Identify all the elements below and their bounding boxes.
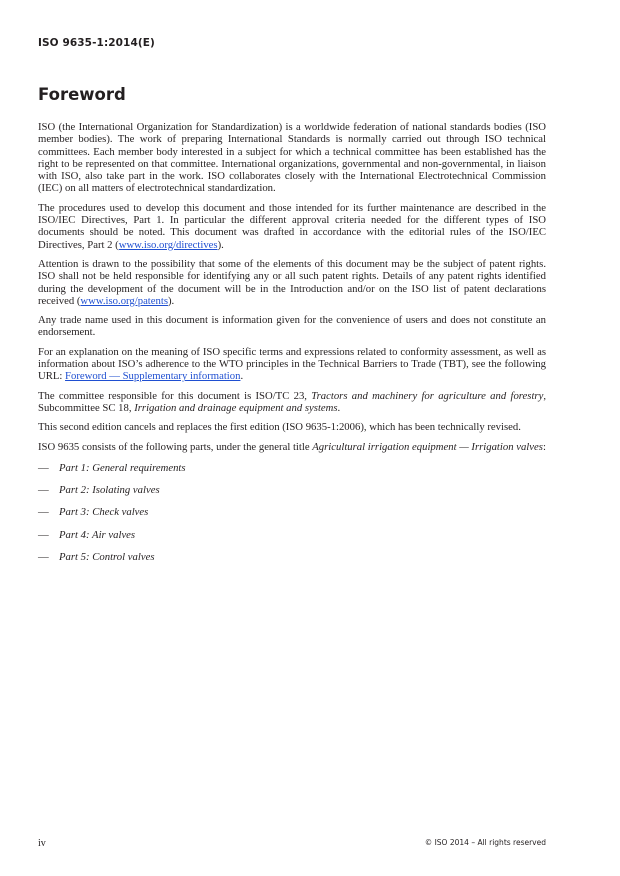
list-item <box>38 484 546 496</box>
list-item-label: Part 4: Air valves <box>59 528 136 541</box>
paragraph-patents <box>38 258 546 307</box>
list-item <box>38 529 546 541</box>
list-item-label: Part 2: Isolating valves <box>59 484 160 497</box>
paragraph-text: The procedures used to develop this document and those intended for its further maintenance are described in the ISO/IEC Directives, Part 1. In particular the different approval criteria needed for the different types of ISO documents should be noted. This document was drafted in accordance with the editorial rules of the ISO/IEC Directives, Part 2 ( <box>38 201 546 251</box>
paragraph-text: Attention is drawn to the possibility that some of the elements of this document may be the subject of patent rights. ISO shall not be held responsible for identifying any or all such patent rights. Details of any patent rights identified during the development of the document will be in the Introduction and/or on the ISO list of patent declarations received ( <box>38 257 546 307</box>
paragraph-trade-name: Any trade name used in this document is information given for the convenience of users and does not constitute an endorsement. <box>38 314 546 339</box>
directives-link[interactable]: www.iso.org/directives <box>118 238 218 251</box>
paragraph-parts-intro <box>38 441 546 453</box>
paragraph-text: ). <box>168 294 175 307</box>
paragraph-text: For an explanation on the meaning of ISO specific terms and expressions related to conformity assessment, as well as information about ISO’s adherence to the WTO principles in the Technical Barriers to Trade (TBT), see the following URL: <box>38 345 546 383</box>
paragraph-text: , Subcommittee SC 18, <box>38 389 546 414</box>
general-title: Agricultural irrigation equipment — Irrigation valves <box>312 440 543 453</box>
list-item-label: Part 1: General requirements <box>59 461 186 474</box>
committee-title: Tractors and machinery for agriculture and forestry <box>311 389 544 402</box>
paragraph-text: ). <box>217 238 224 251</box>
subcommittee-title: Irrigation and drainage equipment and systems <box>134 401 338 414</box>
list-dash: — <box>38 506 49 519</box>
paragraph-iso-intro: ISO (the International Organization for Standardization) is a worldwide federation of national standards bodies (ISO member bodies). The work of preparing International Standards is normally carried out through ISO technical committees. Each member body interested in a subject for which a technical committee has been established has the right to be represented on that committee. International organizations, governmental and non-governmental, in liaison with ISO, also take part in the work. ISO collaborates closely with the International Electrotechnical Commission (IEC) on all matters of electrotechnical standardization. <box>38 121 546 195</box>
foreword-body <box>38 121 546 573</box>
document-identifier: ISO 9635-1:2014(E) <box>38 37 155 49</box>
list-item-label: Part 3: Check valves <box>59 506 149 519</box>
list-dash: — <box>38 551 49 564</box>
list-item <box>38 551 546 563</box>
list-item-label: Part 5: Control valves <box>59 551 155 564</box>
patents-link[interactable]: www.iso.org/patents <box>80 294 168 307</box>
list-dash: — <box>38 461 49 474</box>
paragraph-text: ISO 9635 consists of the following parts, under the general title <box>38 440 313 453</box>
paragraph-text: . <box>240 370 244 383</box>
paragraph-committee <box>38 390 546 415</box>
paragraph-text: The committee responsible for this document is ISO/TC 23, <box>38 389 312 402</box>
paragraph-edition: This second edition cancels and replaces the first edition (ISO 9635-1:2006), which has been technically revised. <box>38 421 521 434</box>
parts-list <box>38 462 546 563</box>
page-number: iv <box>38 838 46 849</box>
paragraph-conformity <box>38 346 546 383</box>
list-item <box>38 506 546 518</box>
paragraph-procedures <box>38 202 546 251</box>
paragraph-text: . <box>337 401 341 414</box>
supplementary-info-link[interactable]: Foreword — Supplementary information <box>65 370 241 383</box>
list-dash: — <box>38 484 49 497</box>
list-item <box>38 462 546 474</box>
page-title: Foreword <box>38 85 126 104</box>
copyright-notice: © ISO 2014 – All rights reserved <box>424 838 546 847</box>
paragraph-text: : <box>542 440 546 453</box>
list-dash: — <box>38 528 49 541</box>
